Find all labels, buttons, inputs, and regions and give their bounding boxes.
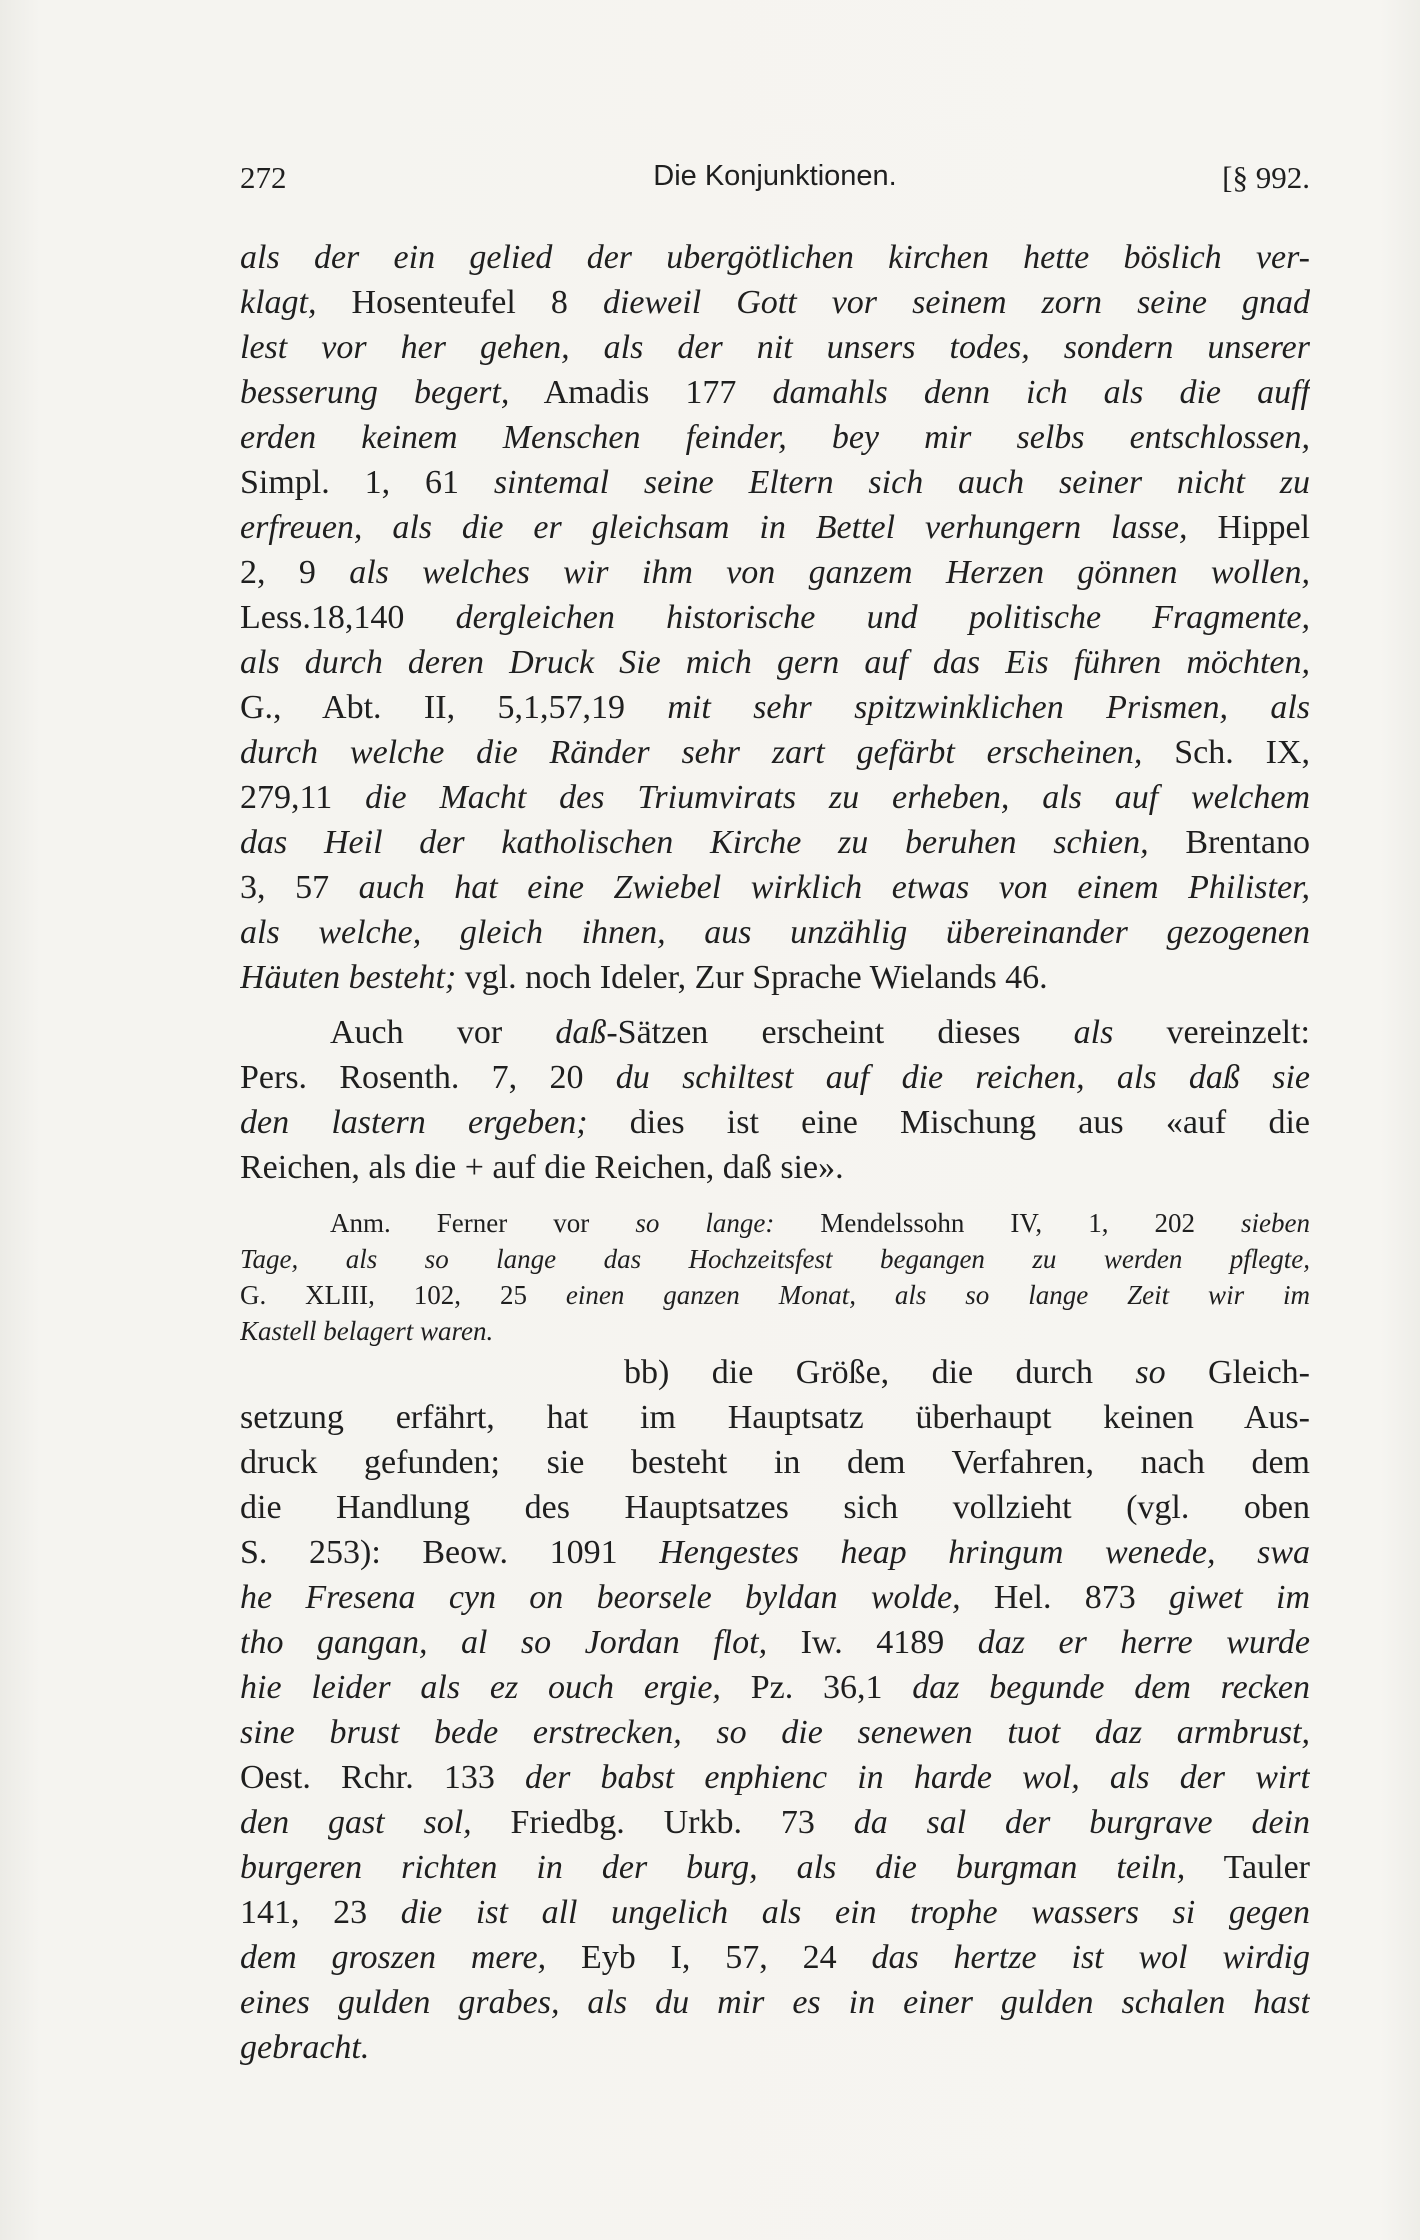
italic-quote: Kastell belagert waren. — [240, 1316, 494, 1346]
italic-quote: sieben — [1241, 1208, 1310, 1238]
text-line — [240, 1241, 1310, 1277]
text-run: Hel. 873 — [960, 1579, 1170, 1616]
text-run: Friedbg. Urkb. 73 — [471, 1804, 854, 1841]
text-run: Reichen, als die + auf die Reichen, daß sie». — [240, 1149, 844, 1186]
page-number: 272 — [240, 160, 287, 195]
text-line — [240, 1620, 1310, 1665]
text-line — [240, 460, 1310, 505]
text-run: Auch vor — [330, 1014, 556, 1051]
text-run: Mendelssohn IV, 1, 202 — [774, 1208, 1242, 1238]
footnote-anm — [240, 1205, 1310, 1349]
italic-quote: den gast sol, — [240, 1804, 472, 1841]
italic-quote: Hengestes heap hringum wenede, swa — [659, 1534, 1310, 1571]
italic-quote: klagt, — [240, 284, 317, 321]
italic-quote: die Macht des Triumvirats zu erheben, als auf welchem — [365, 779, 1310, 816]
page-title: Die Konjunktionen. — [653, 160, 897, 192]
italic-quote: so — [1135, 1354, 1166, 1391]
text-run: 279,11 — [240, 779, 366, 816]
text-line — [240, 1205, 1310, 1241]
text-run: -Sätzen erscheint dieses — [606, 1014, 1074, 1051]
text-line — [240, 325, 1310, 370]
italic-quote: die ist all ungelich als ein trophe wassers si gegen — [400, 1894, 1310, 1931]
italic-quote: besserung begert, — [240, 374, 510, 411]
text-run: Tauler — [1185, 1849, 1310, 1886]
italic-quote: sine brust bede erstrecken, so die senewen tuot daz armbrust, — [240, 1714, 1310, 1751]
text-line — [240, 1100, 1310, 1145]
text-line — [240, 1145, 1310, 1190]
text-line — [240, 1440, 1310, 1485]
text-run: G., Abt. II, 5,1,57,19 — [240, 689, 668, 726]
text-run: druck gefunden; sie besteht in dem Verfahren, nach dem — [240, 1444, 1310, 1481]
text-run: Anm. Ferner vor — [330, 1208, 636, 1238]
text-line — [240, 280, 1310, 325]
text-line — [240, 1055, 1310, 1100]
text-run: Hosenteufel 8 — [316, 284, 603, 321]
text-line — [240, 1350, 1310, 1395]
paragraph-1 — [240, 235, 1310, 1000]
text-line — [240, 235, 1310, 280]
text-run: setzung erfährt, hat im Hauptsatz überhaupt keinen Aus- — [240, 1399, 1310, 1436]
text-line — [240, 1755, 1310, 1800]
italic-quote: Häuten besteht; — [240, 959, 457, 996]
italic-quote: das Heil der katholischen Kirche zu beruhen schien, — [240, 824, 1149, 861]
text-line — [240, 1575, 1310, 1620]
text-run: Pz. 36,1 — [720, 1669, 913, 1706]
text-run: Oest. Rchr. 133 — [240, 1759, 526, 1796]
italic-quote: dieweil Gott vor seinem zorn seine gnad — [602, 284, 1310, 321]
text-run: 2, 9 — [240, 554, 350, 591]
text-line — [240, 1980, 1310, 2025]
text-line — [240, 370, 1310, 415]
italic-quote: als welches wir ihm von ganzem Herzen gönnen wollen, — [349, 554, 1310, 591]
italic-quote: Tage, als so lange das Hochzeitsfest begangen zu werden pflegte, — [240, 1244, 1310, 1274]
italic-quote: erden keinem Menschen feinder, bey mir selbs entschlossen, — [240, 419, 1310, 456]
text-run: Iw. 4189 — [767, 1624, 978, 1661]
text-line — [240, 1277, 1310, 1313]
text-run: dies ist eine Mischung aus «auf die — [587, 1104, 1310, 1141]
text-line — [240, 1890, 1310, 1935]
italic-quote: he Fresena cyn on beorsele byldan wolde, — [240, 1579, 961, 1616]
italic-quote: damahls denn ich als die auff — [772, 374, 1310, 411]
italic-quote: der babst enphienc in harde wol, als der wirt — [525, 1759, 1310, 1796]
italic-quote: tho gangan, al so Jordan flot, — [240, 1624, 768, 1661]
text-line — [240, 865, 1310, 910]
text-line — [240, 595, 1310, 640]
text-line — [240, 1935, 1310, 1980]
text-run: Pers. Rosenth. 7, 20 — [240, 1059, 616, 1096]
text-line — [240, 820, 1310, 865]
italic-quote: hie leider als ez ouch ergie, — [240, 1669, 721, 1706]
italic-quote: daz er herre wurde — [977, 1624, 1310, 1661]
text-line — [240, 1710, 1310, 1755]
italic-quote: daz begunde dem recken — [912, 1669, 1310, 1706]
section-number: [§ 992. — [1222, 160, 1310, 195]
text-run: bb) die Größe, die durch — [624, 1354, 1136, 1391]
text-run: die Handlung des Hauptsatzes sich vollzieht (vgl. oben — [240, 1489, 1310, 1526]
italic-quote: giwet im — [1169, 1579, 1310, 1616]
text-line — [240, 1800, 1310, 1845]
italic-quote: gebracht. — [240, 2029, 370, 2066]
text-run: Gleich- — [1165, 1354, 1310, 1391]
text-run: Hippel — [1187, 509, 1310, 546]
text-line — [240, 505, 1310, 550]
text-line — [240, 640, 1310, 685]
text-line — [240, 415, 1310, 460]
italic-quote: lest vor her gehen, als der nit unsers todes, sondern unserer — [240, 329, 1310, 366]
text-run: G. XLIII, 102, 25 — [240, 1280, 566, 1310]
text-run: Eyb I, 57, 24 — [546, 1939, 872, 1976]
italic-quote: das hertze ist wol wirdig — [871, 1939, 1310, 1976]
italic-quote: dem groszen mere, — [240, 1939, 547, 1976]
italic-quote: da sal der burgrave dein — [853, 1804, 1310, 1841]
text-run: 3, 57 — [240, 869, 359, 906]
italic-quote: als welche, gleich ihnen, aus unzählig übereinander gezogenen — [240, 914, 1310, 951]
text-line — [240, 1313, 1310, 1349]
italic-quote: als der ein gelied der ubergötlichen kirchen hette böslich ver- — [240, 239, 1310, 276]
text-line — [240, 1530, 1310, 1575]
text-line — [240, 775, 1310, 820]
text-line — [240, 685, 1310, 730]
text-run: Amadis 177 — [509, 374, 773, 411]
text-run: Less.18,140 — [240, 599, 456, 636]
italic-quote: als — [1073, 1014, 1114, 1051]
text-run: 141, 23 — [240, 1894, 401, 1931]
italic-quote: du schiltest auf die reichen, als daß sie — [615, 1059, 1310, 1096]
paragraph-3 — [240, 1350, 1310, 2070]
italic-quote: eines gulden grabes, als du mir es in einer gulden schalen hast — [240, 1984, 1310, 2021]
text-run: Brentano — [1148, 824, 1310, 861]
italic-quote: durch welche die Ränder sehr zart gefärbt erscheinen, — [240, 734, 1143, 771]
italic-quote: den lastern ergeben; — [240, 1104, 588, 1141]
text-line — [240, 550, 1310, 595]
text-line — [240, 1845, 1310, 1890]
paragraph-2 — [240, 1010, 1310, 1190]
text-line — [240, 2025, 1310, 2070]
text-run: S. 253): Beow. 1091 — [240, 1534, 660, 1571]
text-run: Sch. IX, — [1142, 734, 1310, 771]
text-line — [240, 1395, 1310, 1440]
italic-quote: daß — [555, 1014, 607, 1051]
text-line — [240, 1010, 1310, 1055]
italic-quote: einen ganzen Monat, als so lange Zeit wir im — [565, 1280, 1310, 1310]
text-line — [240, 730, 1310, 775]
italic-quote: burgeren richten in der burg, als die burgman teiln, — [240, 1849, 1186, 1886]
italic-quote: als durch deren Druck Sie mich gern auf das Eis führen möchten, — [240, 644, 1310, 681]
italic-quote: sintemal seine Eltern sich auch seiner nicht zu — [493, 464, 1310, 501]
text-line — [240, 1665, 1310, 1710]
text-run: vgl. noch Ideler, Zur Sprache Wielands 46. — [456, 959, 1048, 996]
text-run: Simpl. 1, 61 — [240, 464, 494, 501]
italic-quote: so lange: — [635, 1208, 775, 1238]
italic-quote: erfreuen, als die er gleichsam in Bettel verhungern lasse, — [240, 509, 1188, 546]
text-line — [240, 955, 1310, 1000]
italic-quote: auch hat eine Zwiebel wirklich etwas von einem Philister, — [358, 869, 1310, 906]
italic-quote: dergleichen historische und politische Fragmente, — [455, 599, 1310, 636]
text-run: vereinzelt: — [1113, 1014, 1310, 1051]
running-header — [240, 160, 1310, 204]
italic-quote: mit sehr spitzwinklichen Prismen, als — [667, 689, 1310, 726]
text-line — [240, 1485, 1310, 1530]
text-line — [240, 910, 1310, 955]
